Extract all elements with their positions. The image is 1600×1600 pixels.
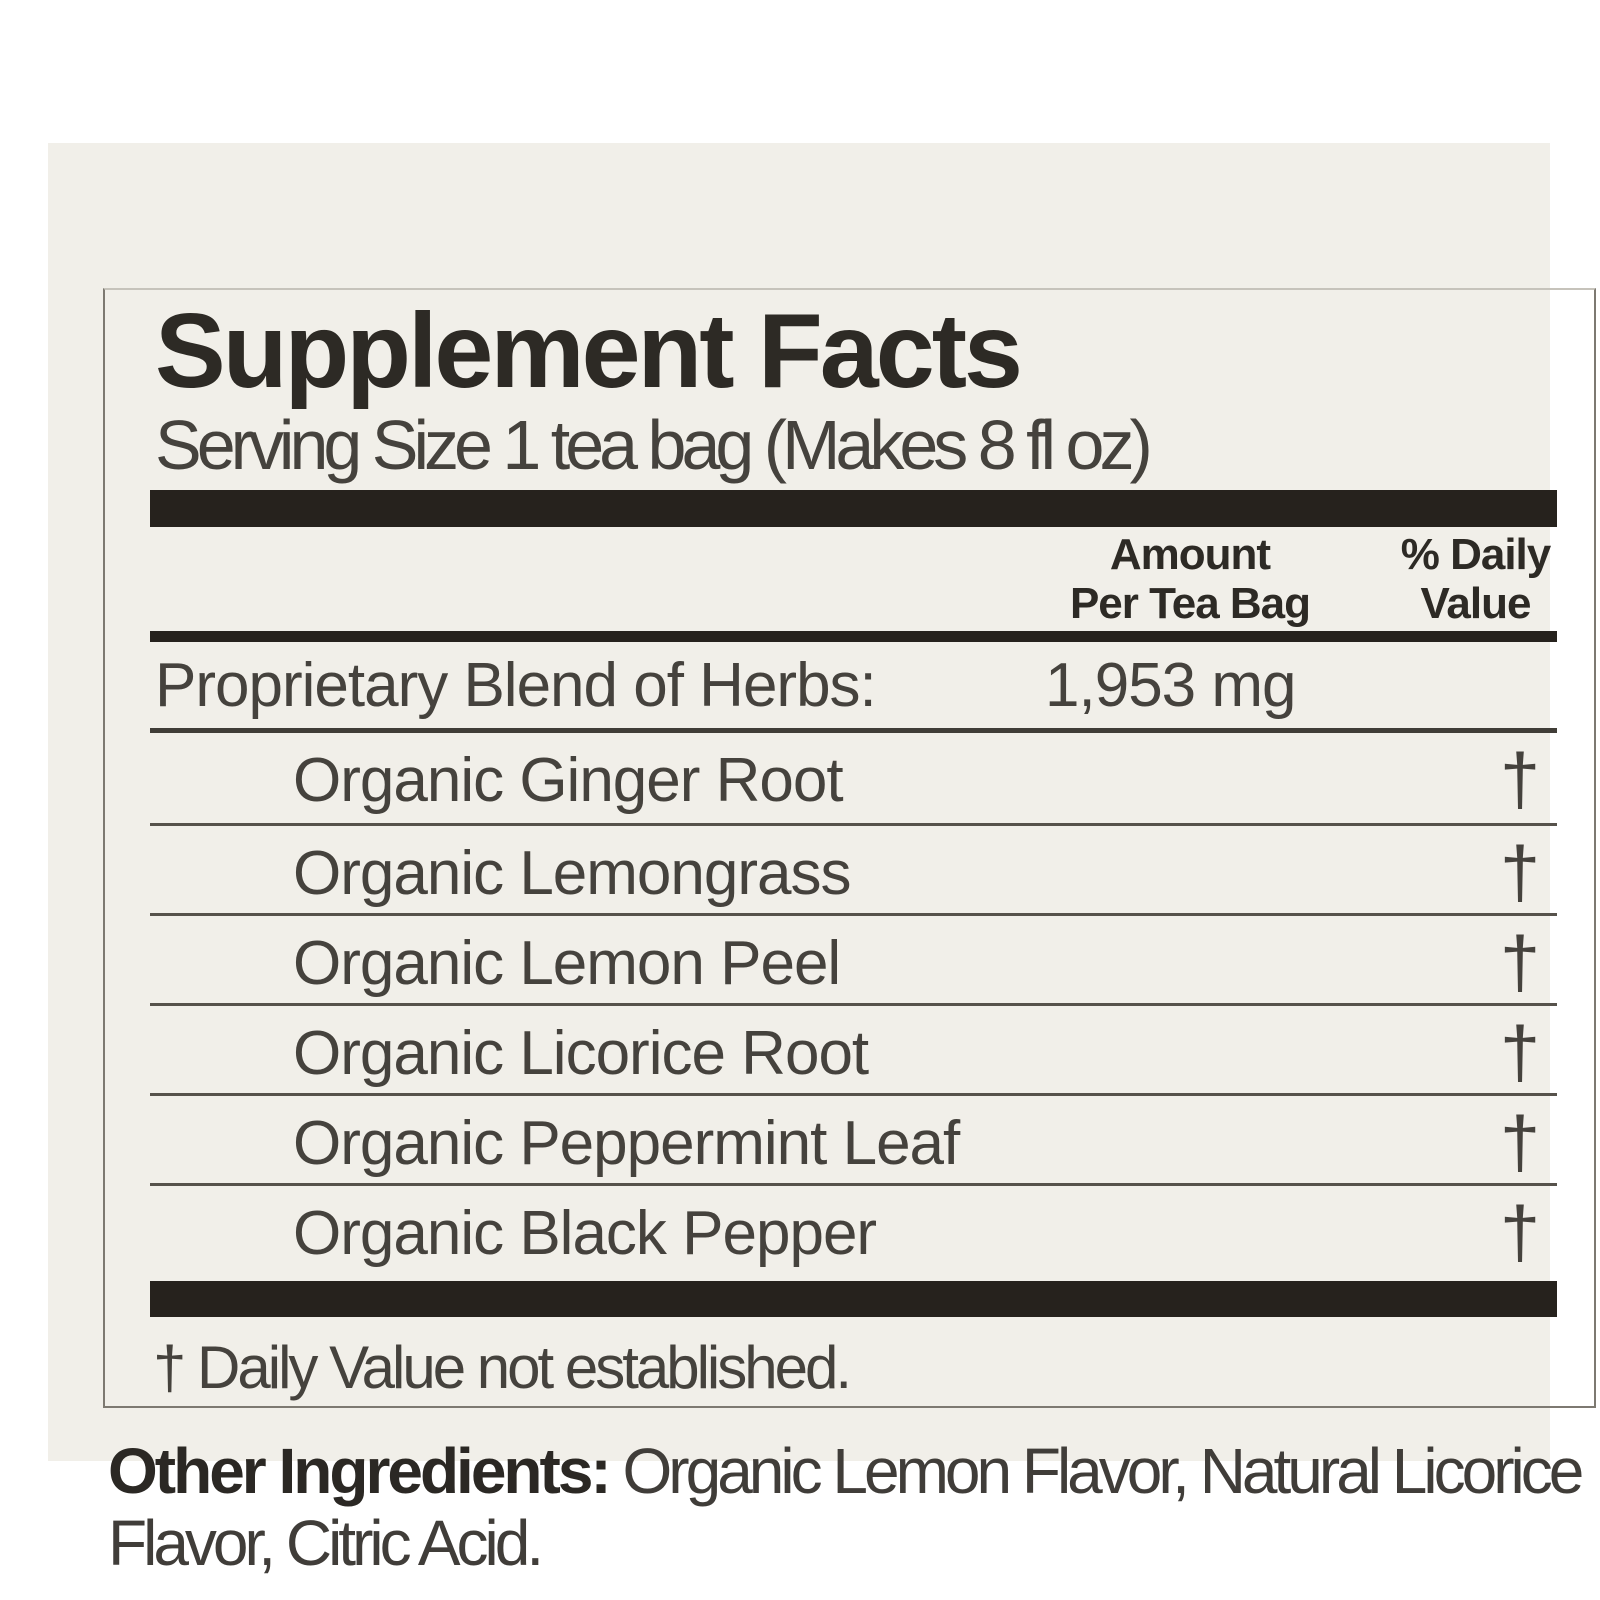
ingredient-name: Organic Lemon Peel: [293, 929, 841, 998]
other-ingredients-paragraph: [108, 1435, 1600, 1579]
panel-title: Supplement Facts: [155, 292, 1020, 410]
dagger-symbol: †: [1499, 1103, 1541, 1183]
column-header-daily-value: [1388, 530, 1563, 628]
dagger-symbol: †: [1499, 740, 1541, 820]
table-row: [150, 913, 1557, 1003]
medium-divider-header: [150, 631, 1557, 642]
table-row: [150, 1093, 1557, 1183]
column-header-amount-line2: Per Tea Bag: [1069, 579, 1311, 628]
supplement-facts-panel: [103, 288, 1596, 1408]
column-header-daily-value-line1: % Daily: [1400, 530, 1551, 579]
ingredient-table: [150, 733, 1557, 1273]
dagger-symbol: †: [1499, 1013, 1541, 1093]
supplement-label-scan: [48, 143, 1581, 1579]
thick-divider-bottom: [150, 1281, 1557, 1317]
dagger-symbol: †: [1499, 833, 1541, 913]
table-row: [150, 823, 1557, 913]
column-header-daily-value-line2: Value: [1420, 579, 1531, 628]
thick-divider-top: [150, 490, 1557, 527]
other-ingredients-label: Other Ingredients:: [108, 1435, 609, 1507]
proprietary-blend-amount: 1,953 mg: [1045, 651, 1296, 720]
column-header-amount: [1035, 530, 1345, 628]
daily-value-footnote: † Daily Value not established.: [153, 1334, 850, 1401]
ingredient-name: Organic Black Pepper: [293, 1199, 877, 1268]
ingredient-name: Organic Ginger Root: [293, 746, 843, 815]
serving-size-text: Serving Size 1 tea bag (Makes 8 fl oz): [155, 406, 1148, 484]
ingredient-name: Organic Licorice Root: [293, 1019, 869, 1088]
other-ingredients-line2: Flavor, Citric Acid.: [108, 1507, 541, 1579]
dagger-symbol: †: [1499, 1193, 1541, 1273]
other-ingredients-line1-text: Organic Lemon Flavor, Natural Licorice: [608, 1435, 1581, 1507]
table-row: [150, 1003, 1557, 1093]
other-ingredients-line1: [108, 1435, 1600, 1507]
proprietary-blend-name: Proprietary Blend of Herbs:: [155, 651, 876, 720]
table-row: [150, 733, 1557, 823]
dagger-symbol: †: [1499, 923, 1541, 1003]
ingredient-name: Organic Lemongrass: [293, 839, 851, 908]
column-header-amount-line1: Amount: [1109, 530, 1271, 579]
table-row: [150, 1183, 1557, 1273]
ingredient-name: Organic Peppermint Leaf: [293, 1109, 960, 1178]
proprietary-blend-row: [150, 650, 1557, 728]
